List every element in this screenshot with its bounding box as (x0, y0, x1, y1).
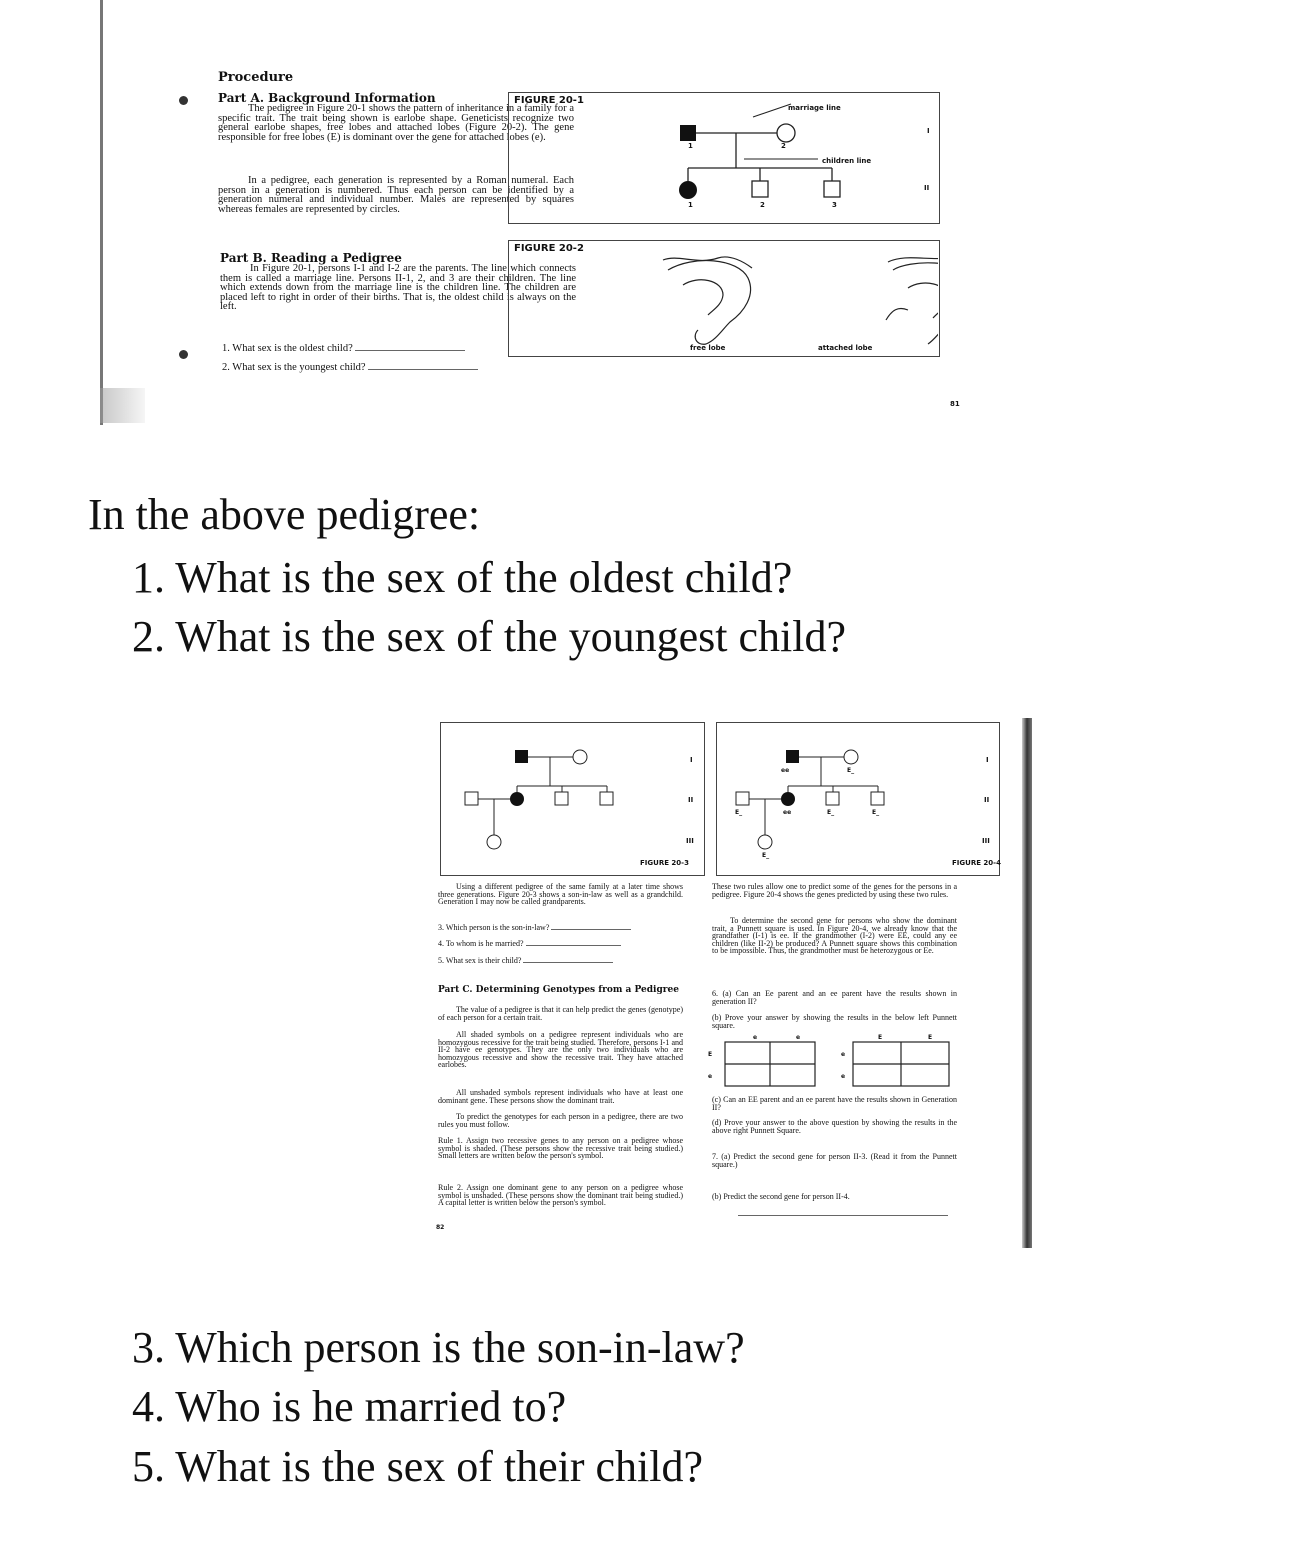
page-number-81: 81 (950, 400, 960, 408)
partA-paragraph-1: The pedigree in Figure 20-1 shows the pattern of inheritance in a family for a specific trait. The trait being shown is earlobe shape. Geneticists recognize two general earlobe shapes, free lobes and attached lobes (Figure 20-2). The gene responsible for free lobes (E) is dominant over the gene for attached lobes (e). (218, 103, 574, 143)
partA-paragraph-2: In a pedigree, each generation is represented by a Roman numeral. Each person in a generation is numbered. Thus each person can be identified by a generation numeral and individual number. Males are represented by squares whereas females are represented by circles. (218, 175, 574, 215)
question-6c: (c) Can an EE parent and an ee parent have the results shown in Generation II? (712, 1095, 957, 1112)
punnett-header: E (928, 1034, 933, 1041)
figure-20-1-title: FIGURE 20-1 (514, 95, 584, 106)
generation-label: I (690, 756, 693, 764)
page-edge-shadow (1022, 718, 1032, 1248)
person-number: 1 (688, 142, 693, 150)
punnett-square-right (853, 1042, 949, 1086)
pedigree-20-3-drawing (440, 722, 703, 874)
prompt2-question-5: 5. What is the sex of their child? (132, 1442, 704, 1491)
genotype-label: E_ (827, 809, 835, 816)
female-symbol (777, 124, 795, 142)
rule-2: Rule 2. Assign one dominant gene to any person on a pedigree whose symbol is unshaded. (These persons show the dominant trait being studied.) A capital letter is written below the person's symbol. (438, 1183, 683, 1208)
page1-question-1: 1. What sex is the oldest child? (222, 344, 602, 354)
question-6d: (d) Prove your answer to the above question by showing the results in the above right Punnett Square. (712, 1118, 957, 1135)
genotype-label: E_ (847, 767, 855, 774)
right-paragraph-2: To determine the second gene for persons who show the dominant trait, a Punnett square is used. In Figure 20-4, we already know that the grandfather (I-1) is ee. If the grandmother (I-2) were EE, could any ee children (like II-2) be produced? A Punnett square shows this combination to be impossible. Thus, the grandmother must be heterozygous or Ee. (712, 916, 957, 956)
female-shaded-symbol (679, 181, 697, 199)
punnett-header: e (796, 1034, 801, 1041)
male-symbol (824, 181, 840, 197)
attached-lobe-label: attached lobe (818, 344, 873, 352)
procedure-title: Procedure (218, 70, 294, 85)
question-6a: 6. (a) Can an Ee parent and an ee parent have the results shown in generation II? (712, 989, 957, 1006)
page2-question-3: 3. Which person is the son-in-law? (438, 924, 718, 932)
generation-label: III (686, 837, 694, 845)
question-7b: (b) Predict the second gene for person II-4. (712, 1192, 850, 1201)
generation-II-label: II (924, 184, 930, 192)
prompt2-question-3: 3. Which person is the son-in-law? (132, 1323, 745, 1372)
pedigree-20-4-drawing (716, 722, 998, 874)
left-paragraph-1: Using a different pedigree of the same family at a later time shows three generations. Figure 20-3 shows a son-in-law as well as a grandchild. Generation I may now be called grandparents. (438, 882, 683, 907)
figure-20-4-title: FIGURE 20-4 (952, 859, 1001, 867)
punnett-side: e (841, 1051, 846, 1058)
answer-blank (368, 368, 478, 370)
page2-question-4: 4. To whom is he married? (438, 940, 718, 948)
male-symbol (752, 181, 768, 197)
question-7a: 7. (a) Predict the second gene for person II-3. (Read it from the Punnett square.) (712, 1152, 957, 1169)
bullet-hole (179, 350, 188, 359)
genotype-label: E_ (735, 809, 743, 816)
person-number: 3 (832, 201, 837, 209)
bullet-hole (179, 96, 188, 105)
prompt2-question-4: 4. Who is he married to? (132, 1382, 567, 1431)
genotype-label: E_ (872, 809, 880, 816)
partC-paragraph-4: To predict the genotypes for each person in a pedigree, there are two rules you must follow. (438, 1112, 683, 1129)
punnett-side: e (841, 1073, 846, 1080)
punnett-header: E (878, 1034, 883, 1041)
free-lobe-drawing (663, 257, 752, 344)
scan-corner-smudge (100, 388, 145, 423)
free-lobe-label: free lobe (690, 344, 726, 352)
generation-label: III (982, 837, 990, 845)
page-number-82: 82 (436, 1224, 445, 1231)
partC-title: Part C. Determining Genotypes from a Pedigree (438, 985, 679, 995)
pointer-line (753, 104, 791, 117)
prompt1-intro: In the above pedigree: (88, 490, 481, 539)
prompt1-question-2: 2. What is the sex of the youngest child? (132, 612, 847, 661)
punnett-side: e (708, 1073, 713, 1080)
male-shaded-symbol (680, 125, 696, 141)
right-paragraph-1: These two rules allow one to predict some of the genes for the persons in a pedigree. Figure 20-4 shows the genes predicted by using these two rules. (712, 882, 957, 899)
partC-paragraph-2: All shaded symbols on a pedigree represent individuals who are homozygous recessive for the trait being studied. Therefore, persons I-1 and II-2 have ee genotypes. They are the only two individuals who are homozygous recessive and show the recessive trait. They have attached earlobes. (438, 1030, 683, 1070)
children-line-label: children line (822, 157, 872, 165)
attached-lobe-drawing (886, 254, 938, 344)
textbook-page-82 (428, 718, 1032, 1248)
page1-question-2: 2. What sex is the youngest child? (222, 363, 602, 373)
prompt1-question-1: 1. What is the sex of the oldest child? (132, 553, 793, 602)
partB-paragraph-1: In Figure 20-1, persons I-1 and I-2 are the parents. The line which connects them is called a marriage line. Persons II-1, 2, and 3 are their children. The line which extends down from the marriage line is the children line. The children are placed left to right in order of their births. That is, the oldest child is always on the left. (220, 263, 576, 313)
partA-title: Part A. Background Information (218, 91, 436, 105)
genotype-label: ee (783, 809, 792, 816)
partC-paragraph-3: All unshaded symbols represent individuals who have at least one dominant gene. These persons show the dominant trait. (438, 1088, 683, 1105)
generation-label: I (986, 756, 989, 764)
answer-blank (738, 1215, 948, 1216)
earlobe-drawings (508, 240, 938, 355)
person-number: 2 (781, 142, 786, 150)
punnett-square-left (725, 1042, 815, 1086)
marriage-line-label: marriage line (788, 104, 841, 112)
page2-question-5: 5. What sex is their child? (438, 957, 718, 965)
generation-label: II (984, 796, 990, 804)
question-6b: (b) Prove your answer by showing the results in the below left Punnett square. (712, 1013, 957, 1030)
page-edge-shadow (100, 0, 103, 425)
generation-label: II (688, 796, 694, 804)
partB-title: Part B. Reading a Pedigree (220, 251, 402, 265)
answer-blank (551, 928, 631, 930)
answer-blank (526, 944, 621, 946)
rule-1: Rule 1. Assign two recessive genes to any person on a pedigree whose symbol is shaded. (These persons show the recessive trait being studied.) Small letters are written below the person's symbol. (438, 1136, 683, 1161)
answer-blank (355, 349, 465, 351)
figure-20-2-title: FIGURE 20-2 (514, 243, 584, 254)
answer-blank (523, 961, 613, 963)
genotype-label: ee (781, 767, 790, 774)
person-number: 1 (688, 201, 693, 209)
partC-paragraph-1: The value of a pedigree is that it can help predict the genes (genotype) of each person for a certain trait. (438, 1005, 683, 1022)
person-number: 2 (760, 201, 765, 209)
punnett-side: E (708, 1051, 713, 1058)
genotype-label: E_ (762, 852, 770, 859)
textbook-page-81 (100, 0, 1015, 425)
punnett-header: e (753, 1034, 758, 1041)
generation-I-label: I (927, 127, 930, 135)
pedigree-20-1-drawing (508, 92, 938, 222)
figure-20-3-title: FIGURE 20-3 (640, 859, 689, 867)
punnett-squares (708, 1040, 958, 1090)
